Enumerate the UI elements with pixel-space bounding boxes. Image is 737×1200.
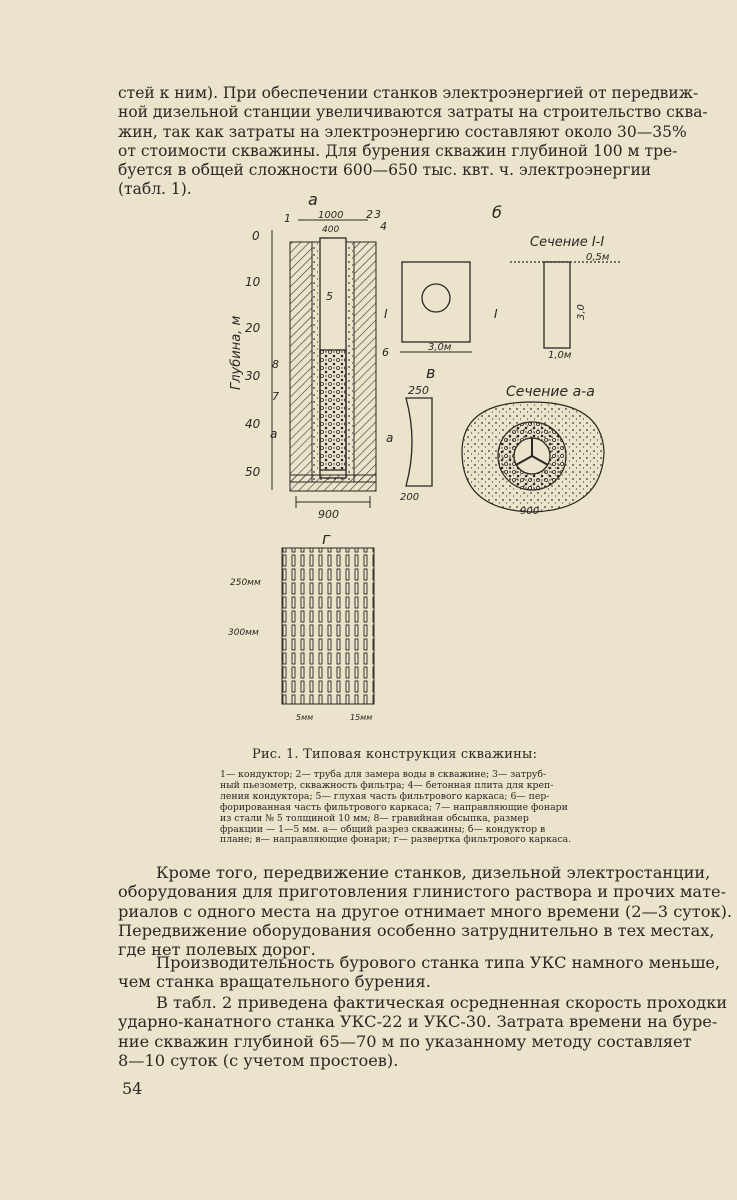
section-aa-drawing — [462, 402, 604, 517]
marker-I-left: I — [384, 307, 388, 321]
conductor-plan — [384, 262, 498, 353]
filter-development — [228, 548, 374, 722]
depth-tick: 50 — [245, 465, 261, 479]
dim-900-a: 900 — [318, 508, 339, 521]
paragraph-1 — [118, 84, 712, 200]
legend-line: из стали № 5 толщиной 10 мм; 8— гравийная обсыпка, размер — [220, 812, 529, 824]
dim-05m: 0,5м — [586, 252, 610, 263]
dim-1m: 1,0м — [548, 350, 572, 361]
callout-6: 6 — [382, 346, 389, 359]
paragraph-4 — [118, 993, 728, 1070]
callout-4: 4 — [380, 220, 387, 233]
text-line: оборудования для приготовления глинистого раствора и прочих мате- — [118, 882, 727, 902]
marker-a: а — [270, 427, 278, 441]
figure-caption-title: Рис. 1. Типовая конструкция скважины: — [252, 747, 538, 762]
label-v: в — [426, 363, 436, 382]
legend-line: плане; в— направляющие фонари; г— развертка фильтрового каркаса. — [220, 834, 572, 846]
section-aa-title: Сечение а-а — [506, 384, 595, 400]
paragraph-3 — [118, 953, 721, 992]
slot-5: 5мм — [296, 713, 314, 722]
paragraph-2 — [118, 863, 733, 960]
marker-a-v: а — [386, 431, 394, 445]
depth-ticks — [245, 229, 261, 479]
dim-3m: 3,0м — [428, 342, 452, 353]
text-line: чем станка вращательного бурения. — [118, 972, 431, 992]
depth-tick: 20 — [245, 321, 261, 335]
text-line: жин, так как затраты на электроэнергию составляют около 30—35% — [118, 122, 687, 141]
slot-250: 250мм — [230, 578, 261, 588]
dim-400: 400 — [322, 225, 340, 235]
text-line: где нет полевых дорог. — [118, 940, 316, 960]
dim-250: 250 — [408, 384, 429, 397]
callout-5: 5 — [326, 290, 333, 303]
guide-lanterns — [386, 384, 432, 503]
text-line: Производительность бурового станка типа УКС намного меньше, — [156, 953, 721, 972]
callout-2: 2 — [366, 208, 373, 221]
text-line: ной дизельной станции увеличиваются затраты на строительство сква- — [118, 103, 708, 122]
callout-1: 1 — [284, 212, 291, 225]
depth-tick: 40 — [245, 417, 261, 431]
dim-1000: 1000 — [318, 210, 344, 221]
text-line: стей к ним). При обеспечении станков электроэнергией от передвиж- — [118, 84, 699, 102]
text-line: риалов с одного места на другое отнимает много времени (2—3 суток). — [118, 901, 733, 921]
dim-200: 200 — [400, 492, 420, 503]
slot-300: 300мм — [228, 628, 259, 638]
legend-line: ный пьезометр, скважность фильтра; 4— бетонная плита для креп- — [220, 779, 554, 791]
text-line: 8—10 суток (с учетом простоев). — [118, 1050, 399, 1070]
marker-I-right: I — [494, 307, 498, 321]
text-line: ударно-канатного станка УКС-22 и УКС-30. Затрата времени на буре- — [118, 1012, 718, 1032]
legend-line: фракции — 1—5 мм. а— общий разрез скважины; б— кондуктор в — [220, 823, 546, 835]
depth-axis-label: Глубина, м — [229, 315, 244, 390]
text-line: Кроме того, передвижение станков, дизельной электростанции, — [156, 863, 711, 882]
section-I-title: Сечение I-I — [530, 235, 605, 250]
callout-3: 3 — [374, 208, 381, 221]
well-construction-figure — [200, 190, 620, 730]
legend-line: 1— кондуктор; 2— труба для замера воды в скважине; 3— затруб- — [220, 769, 547, 780]
page-number: 54 — [122, 1079, 143, 1098]
callout-7: 7 — [272, 390, 279, 403]
text-line: Передвижение оборудования особенно затруднительно в тех местах, — [118, 920, 715, 940]
text-line: (табл. 1). — [118, 180, 192, 199]
section-I-drawing — [510, 252, 620, 361]
label-b: б — [492, 203, 502, 222]
dim-900-c: 900 — [520, 506, 540, 517]
text-line: буется в общей сложности 600—650 тыс. квт. ч. электроэнергии — [118, 161, 652, 180]
label-a: а — [308, 190, 318, 209]
slot-15: 15мм — [350, 713, 373, 722]
depth-tick: 0 — [252, 229, 260, 243]
depth-tick: 30 — [245, 369, 261, 383]
figure-legend — [220, 770, 706, 846]
dim-30: 3,0 — [576, 304, 587, 320]
callout-8: 8 — [272, 358, 279, 371]
text-line: от стоимости скважины. Для бурения скважин глубиной 100 м тре- — [118, 141, 678, 160]
label-g: г — [322, 529, 331, 548]
text-line: ние скважин глубиной 65—70 м по указанному методу составляет — [118, 1031, 692, 1051]
legend-line: форированная часть фильтрового каркаса; 7— направляющие фонари — [220, 801, 568, 813]
text-line: В табл. 2 приведена фактическая осредненная скорость проходки — [156, 993, 728, 1012]
depth-tick: 10 — [245, 275, 261, 289]
well-section — [270, 208, 389, 521]
legend-line: ления кондуктора; 5— глухая часть фильтрового каркаса; 6— пер- — [220, 790, 550, 802]
